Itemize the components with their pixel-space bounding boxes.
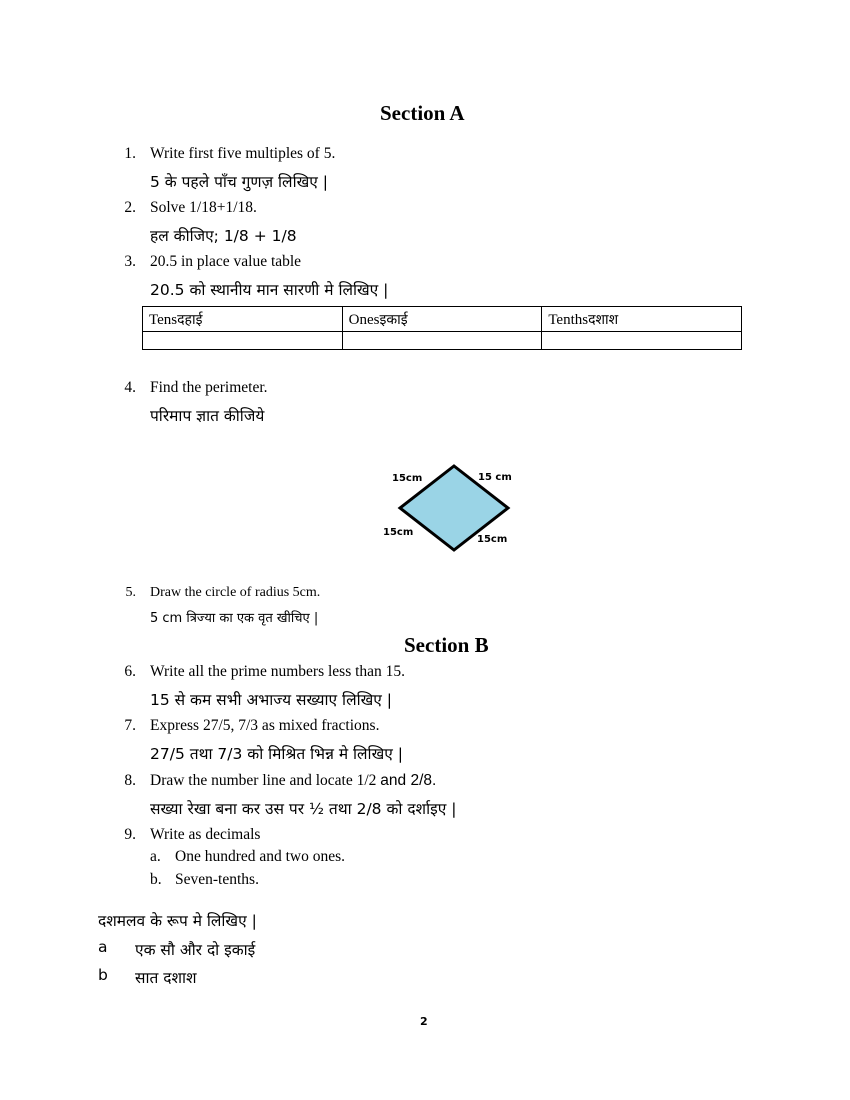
- question-1-text: Write first five multiples of 5.: [150, 145, 336, 162]
- tenths-header: Tenthsदशाश: [542, 307, 742, 332]
- question-9-b-label: b.: [150, 871, 162, 888]
- table-cell: [342, 332, 542, 350]
- question-8-hindi: सख्या रेखा बना कर उस पर ½ तथा 2/8 को दर्शाइए |: [150, 800, 457, 818]
- question-4-text: Find the perimeter.: [150, 379, 268, 396]
- question-4-hindi: परिमाप ज्ञात कीजिये: [150, 407, 265, 425]
- question-9-hindi-b: सात दशाश: [135, 969, 197, 987]
- table-cell: [542, 332, 742, 350]
- question-9-hindi-a: एक सौ और दो इकाई: [135, 941, 256, 959]
- question-number: 8.: [124, 772, 136, 789]
- place-value-table: [142, 306, 742, 350]
- question-9-text: Write as decimals: [150, 826, 261, 843]
- side-label-top-left: 15cm: [392, 473, 423, 484]
- question-number: 7.: [124, 717, 136, 734]
- question-number: 2.: [124, 199, 136, 216]
- question-number: 3.: [124, 253, 136, 270]
- question-9-a-text: One hundred and two ones.: [175, 848, 346, 865]
- question-6-hindi: 15 से कम सभी अभाज्य सख्याए लिखिए |: [150, 691, 392, 709]
- question-9-hindi-a-label: a: [98, 938, 108, 956]
- side-label-top-right: 15 cm: [478, 472, 512, 483]
- section-b-heading: Section B: [404, 633, 489, 657]
- question-9-a-label: a.: [150, 848, 161, 865]
- side-label-bottom-left: 15cm: [383, 527, 414, 538]
- table-header-row: [143, 307, 742, 332]
- question-3-hindi: 20.5 को स्थानीय मान सारणी मे लिखिए |: [150, 281, 389, 299]
- ones-header: Onesइकाई: [342, 307, 542, 332]
- tens-header: Tensदहाई: [143, 307, 343, 332]
- question-number: 1.: [124, 145, 136, 162]
- question-7-hindi: 27/5 तथा 7/3 को मिश्रित भिन्न मे लिखिए |: [150, 745, 403, 763]
- table-row: [143, 332, 742, 350]
- question-2-text: Solve 1/18+1/18.: [150, 199, 257, 216]
- side-label-bottom-right: 15cm: [477, 534, 508, 545]
- question-8-text: Draw the number line and locate 1/2 and 2/8.: [150, 772, 437, 789]
- page-number: 2: [420, 1015, 428, 1028]
- question-6-text: Write all the prime numbers less than 15.: [150, 663, 406, 680]
- question-number: 5.: [125, 585, 136, 600]
- table-cell: [143, 332, 343, 350]
- question-2-hindi: हल कीजिए; 1/8 + 1/8: [150, 227, 297, 245]
- section-a-heading: Section A: [380, 101, 465, 125]
- question-number: 6.: [124, 663, 136, 680]
- question-7-text: Express 27/5, 7/3 as mixed fractions.: [150, 717, 380, 734]
- question-number: 9.: [124, 826, 136, 843]
- question-number: 4.: [124, 379, 136, 396]
- question-9-b-text: Seven-tenths.: [175, 871, 259, 888]
- question-1-hindi: 5 के पहले पाँच गुणज़ लिखिए |: [150, 173, 328, 191]
- rhombus-figure: [370, 458, 550, 558]
- question-9-hindi-b-label: b: [98, 966, 108, 984]
- question-3-text: 20.5 in place value table: [150, 253, 302, 270]
- question-5-hindi: 5 cm त्रिज्या का एक वृत खीचिए |: [150, 611, 319, 626]
- question-9-hindi-title: दशमलव के रूप मे लिखिए |: [98, 912, 257, 930]
- question-5-text: Draw the circle of radius 5cm.: [150, 585, 321, 600]
